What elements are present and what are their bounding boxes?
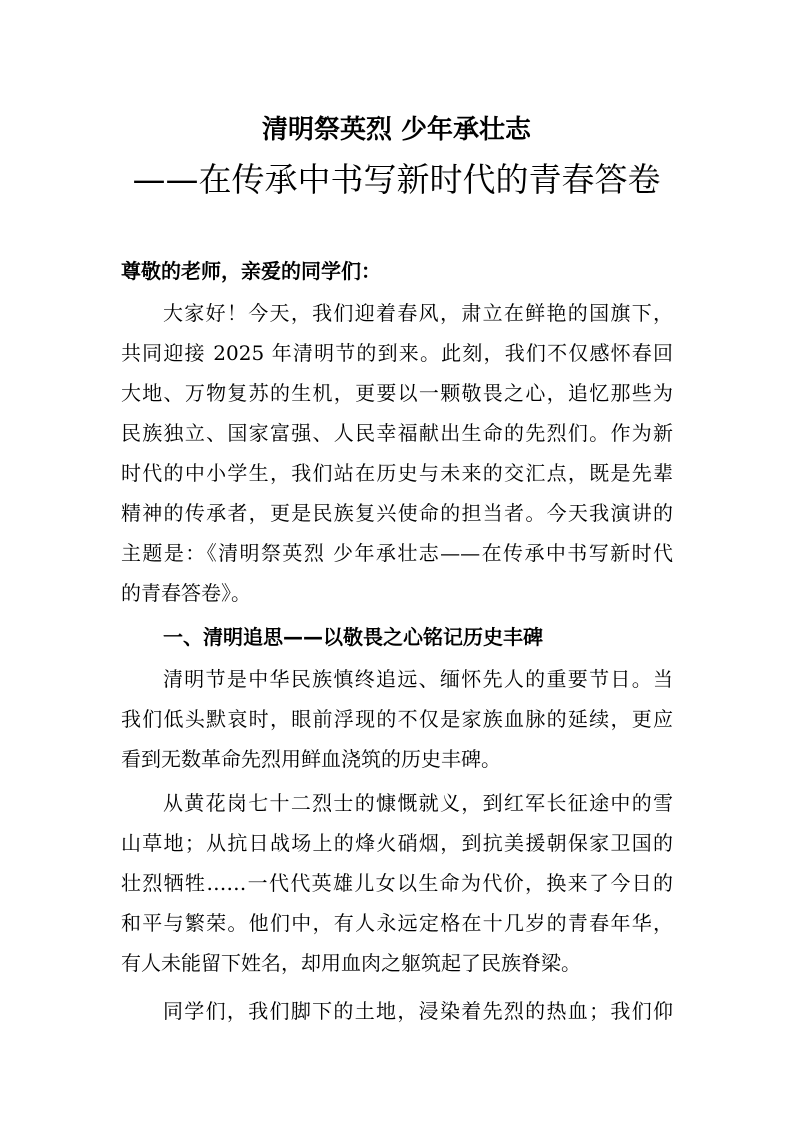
paragraph-line: 山草地；从抗日战场上的烽火硝烟，到抗美援朝保家卫国的 [121, 831, 673, 855]
paragraph-line: 大家好！今天，我们迎着春风，肃立在鲜艳的国旗下， [163, 301, 673, 325]
paragraph-line: 看到无数革命先烈用鲜血浇筑的历史丰碑。 [121, 747, 501, 771]
paragraph-line: 有人未能留下姓名，却用血肉之躯筑起了民族脊梁。 [121, 951, 581, 975]
paragraph-line: 壮烈牺牲……一代代英雄儿女以生命为代价，换来了今日的 [121, 871, 673, 895]
document-title: 清明祭英烈 少年承壮志 [261, 115, 532, 145]
paragraph-line: 清明节是中华民族慎终追远、缅怀先人的重要节日。当 [163, 667, 673, 691]
paragraph-line: 同学们，我们脚下的土地，浸染着先烈的热血；我们仰 [163, 999, 673, 1023]
paragraph-line: 时代的中小学生，我们站在历史与未来的交汇点，既是先辈 [121, 461, 673, 485]
paragraph-line: 民族独立、国家富强、人民幸福献出生命的先烈们。作为新 [121, 421, 673, 445]
paragraph-line: 共同迎接 2025 年清明节的到来。此刻，我们不仅感怀春回 [121, 341, 673, 365]
paragraph-line: 我们低头默哀时，眼前浮现的不仅是家族血脉的延续，更应 [121, 707, 673, 731]
paragraph-line: 和平与繁荣。他们中，有人永远定格在十几岁的青春年华， [121, 911, 673, 935]
document-subtitle: ——在传承中书写新时代的青春答卷 [132, 160, 661, 199]
section-heading: 一、清明追思——以敬畏之心铭记历史丰碑 [163, 625, 543, 649]
paragraph-line: 的青春答卷》。 [121, 581, 251, 605]
paragraph-line: 大地、万物复苏的生机，更要以一颗敬畏之心，追忆那些为 [121, 381, 673, 405]
paragraph-line: 主题是：《清明祭英烈 少年承壮志——在传承中书写新时代 [121, 541, 673, 565]
paragraph-line: 精神的传承者，更是民族复兴使命的担当者。今天我演讲的 [121, 501, 673, 525]
paragraph-line: 从黄花岗七十二烈士的慷慨就义，到红军长征途中的雪 [163, 791, 673, 815]
salutation: 尊敬的老师，亲爱的同学们： [121, 259, 381, 283]
